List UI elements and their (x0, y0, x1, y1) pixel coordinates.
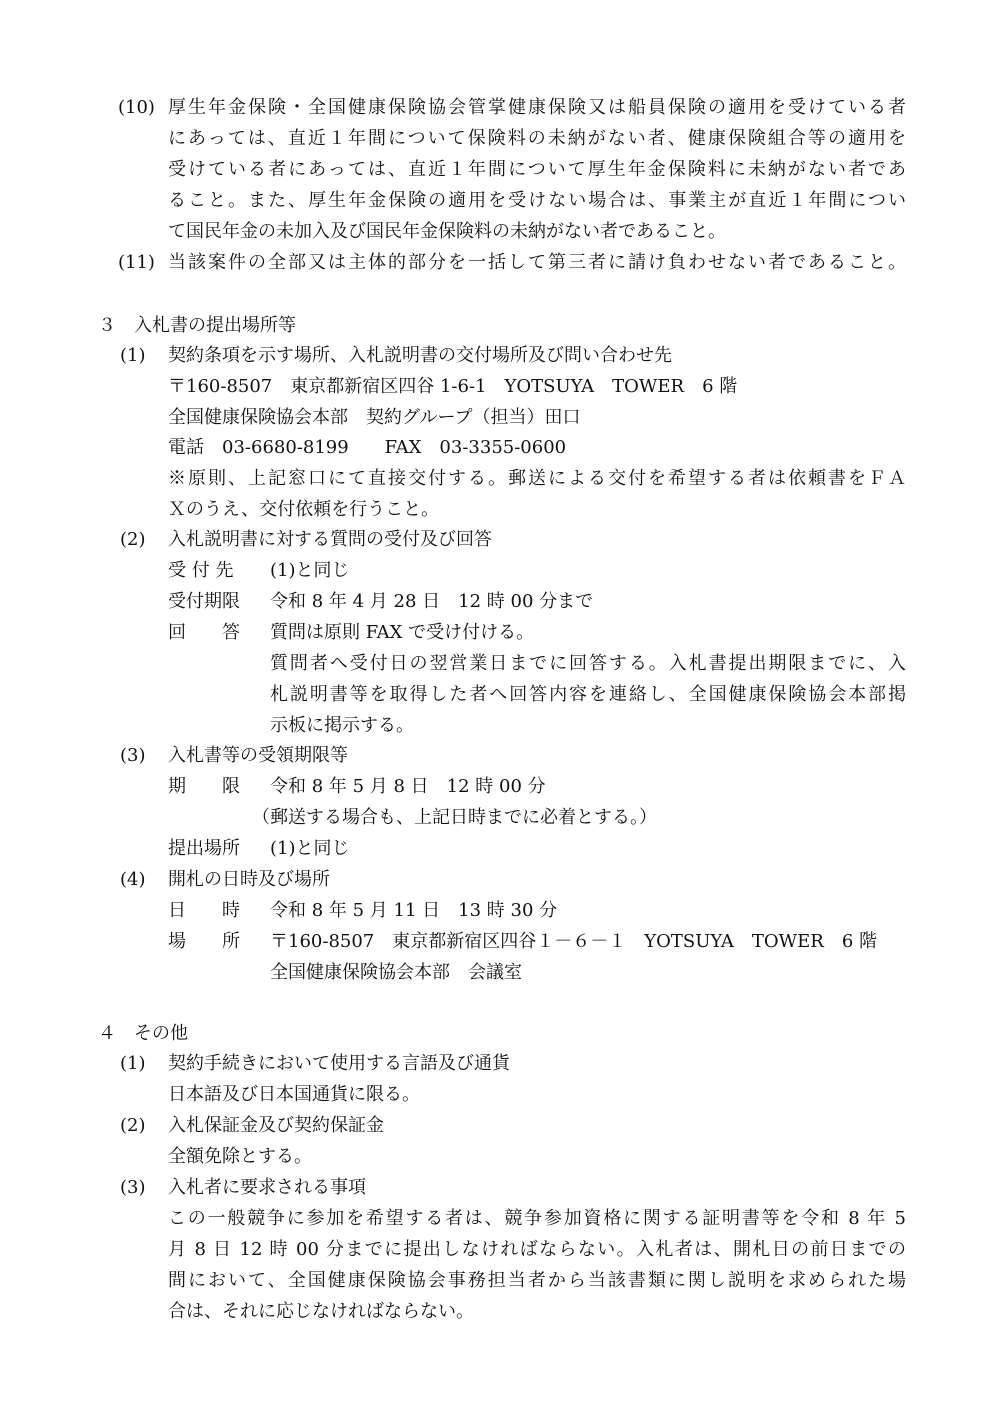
s3p3-label: 提出場所 (168, 838, 240, 859)
s4p3-line: 合は、それに応じなければならない。 (168, 1301, 474, 1322)
item10-line: 受けている者にあっては、直近１年間について厚生年金保険料に未納がない者であ (168, 159, 906, 180)
s3p1-note: ※原則、上記窓口にて直接交付する。郵送による交付を希望する者は依頼書をＦＡ (168, 468, 906, 489)
item-number: (4) (120, 869, 146, 890)
s4p3-title: 入札者に要求される事項 (168, 1177, 366, 1198)
s3p1-address: 〒160-8507 東京都新宿区四谷 1-6-1 YOTSUYA TOWER 6 階 (168, 376, 738, 397)
item-number: (1) (120, 345, 146, 366)
s3p2-value: 質問は原則 FAX で受け付ける。 (270, 622, 535, 643)
item-number: (2) (120, 529, 146, 550)
item11-text: 当該案件の全部又は主体的部分を一括して第三者に請け負わせない者であること。 (168, 252, 906, 273)
s3p3-title: 入札書等の受領期限等 (168, 745, 348, 766)
section3-heading: ３ 入札書の提出場所等 (98, 315, 296, 336)
s3p2-label: 回 答 (168, 622, 240, 643)
s3p1-title: 契約条項を示す場所、入札説明書の交付場所及び問い合わせ先 (168, 345, 672, 366)
s3p4-label: 場 所 (168, 931, 240, 952)
s3p2-label: 受 付 先 (168, 560, 234, 581)
s3p2-value: 令和 8 年 4 月 28 日 12 時 00 分まで (270, 591, 594, 612)
s3p3-value: 令和 8 年 5 月 8 日 12 時 00 分 (270, 776, 546, 797)
item-number: (3) (120, 745, 146, 766)
item10-line: て国民年金の未加入及び国民年金保険料の未納がない者であること。 (168, 221, 726, 242)
item-number: (1) (120, 1053, 146, 1074)
s4p2-title: 入札保証金及び契約保証金 (168, 1115, 384, 1136)
item-number: (3) (120, 1177, 146, 1198)
s3p1-phone: 電話 03-6680-8199 FAX 03-3355-0600 (168, 437, 567, 458)
s3p4-label: 日 時 (168, 900, 240, 921)
s3p2-title: 入札説明書に対する質問の受付及び回答 (168, 529, 492, 550)
item10-line: ること。また、厚生年金保険の適用を受けない場合は、事業主が直近１年間につい (168, 190, 906, 211)
s3p2-label: 受付期限 (168, 591, 240, 612)
s3p2-value: (1)と同じ (270, 560, 350, 581)
item10-line: にあっては、直近１年間について保険料の未納がない者、健康保険組合等の適用を (168, 128, 906, 149)
item-number: (11) (118, 252, 155, 273)
s3p3-label: 期 限 (168, 776, 240, 797)
s3p2-cont: 札説明書等を取得した者へ回答内容を連絡し、全国健康保険協会本部掲 (270, 684, 906, 705)
s3p4-title: 開札の日時及び場所 (168, 869, 330, 890)
s3p2-cont: 質問者へ受付日の翌営業日までに回答する。入札書提出期限までに、入 (270, 653, 906, 674)
s4p2-body: 全額免除とする。 (168, 1146, 312, 1167)
s4p1-body: 日本語及び日本国通貨に限る。 (168, 1084, 420, 1105)
s3p4-value: 全国健康保険協会本部 会議室 (270, 962, 522, 983)
s3p3-note: （郵送する場合も、上記日時までに必着とする。） (252, 807, 657, 828)
item-number: (10) (118, 97, 155, 118)
s3p3-value: (1)と同じ (270, 838, 350, 859)
item-number: (2) (120, 1115, 146, 1136)
section4-heading: ４ その他 (98, 1023, 188, 1044)
s4p3-line: この一般競争に参加を希望する者は、競争参加資格に関する証明書等を令和 8 年 5 (168, 1208, 906, 1229)
s3p4-value: 〒160-8507 東京都新宿区四谷１－６－１ YOTSUYA TOWER 6 階 (270, 931, 878, 952)
s4p3-line: 月 8 日 12 時 00 分までに提出しなければならない。入札者は、開札日の前日までの (168, 1239, 906, 1260)
item10-line: 厚生年金保険・全国健康保険協会管掌健康保険又は船員保険の適用を受けている者 (168, 97, 906, 118)
s3p1-office: 全国健康保険協会本部 契約グループ（担当）田口 (168, 407, 581, 428)
s3p1-note: Ｘのうえ、交付依頼を行うこと。 (168, 499, 440, 520)
s3p2-cont: 示板に掲示する。 (270, 715, 414, 736)
s4p1-title: 契約手続きにおいて使用する言語及び通貨 (168, 1053, 510, 1074)
s4p3-line: 間において、全国健康保険協会事務担当者から当該書類に関し説明を求められた場 (168, 1270, 906, 1291)
s3p4-value: 令和 8 年 5 月 11 日 13 時 30 分 (270, 900, 558, 921)
